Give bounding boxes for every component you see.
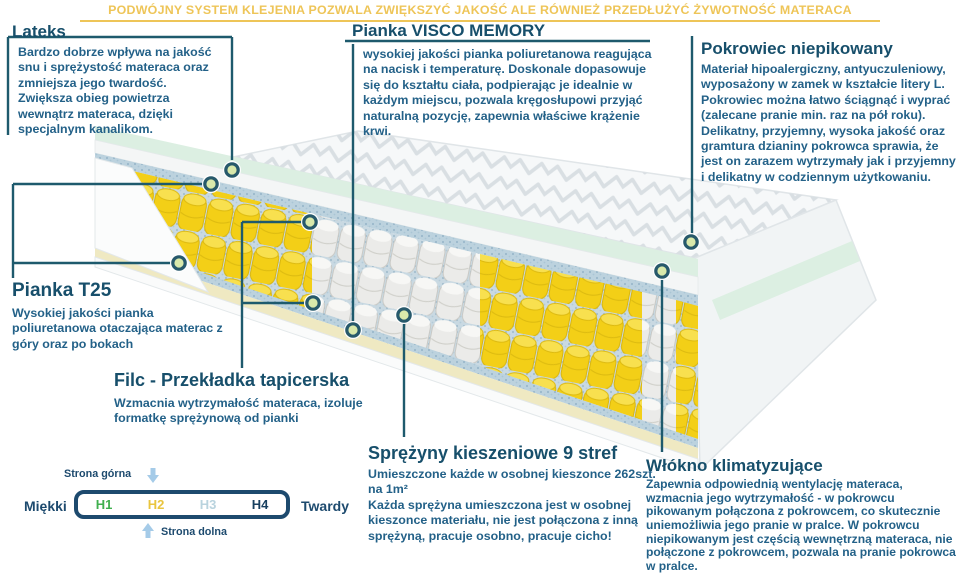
- callout-marker: [301, 213, 319, 231]
- sprezyny-body-line1: Umieszczone każde w osobnej kieszonce 262szt. na 1m²: [368, 467, 656, 497]
- pokrowiec-body: Materiał hipoalergiczny, antyuczuleniowy, wyposażony w zamek w kształcie litery L. Pokrowiec można łatwo ściągnąć i wyprać (zalecane pranie min. raz na pół roku). Delikatny, przyjemny, wysoka jakość oraz gramtura dzianiny pokrowca sprawia, że jest on zarazem wytrzymały jak i przyjemny i delikatny w codziennym użytkowaniu.: [701, 62, 956, 184]
- arrow-down-icon: [147, 468, 159, 488]
- callout-marker: [202, 175, 220, 193]
- wlokno-body: Zapewnia odpowiednią wentylację materaca, wzmacnia jego wytrzymałość - w pokrowcu pikowanym połączona z pokrowcem, co skutecznie uniemożliwia jego pranie w pralce. W pokrowcu niepikowanym jest częścią wewnętrzną materaca, nie połączone z pokrowcem, pozwala na pranie pokrowca w pralce.: [646, 477, 956, 573]
- lateks-header: Lateks: [12, 22, 66, 41]
- callout-marker: [170, 254, 188, 272]
- visco-body: wysokiej jakości pianka poliuretanowa reagująca na nacisk i temperaturę. Doskonale dopasowuje się do kształtu ciała, podpierając je idealnie w każdym miejscu, pozwala kręgosłupowi przyjąć naturalną pozycję, zapewnia właściwe krążenie krwi.: [363, 47, 652, 138]
- sprezyny-body-line2: Każda sprężyna umieszczona jest w osobnej kieszonce materiału, nie jest połączona z inną sprężyną, pracuje osobno, pracuje cicho!: [368, 497, 638, 543]
- t25-header: Pianka T25: [12, 280, 112, 301]
- hardness-h4: H4: [251, 497, 269, 512]
- hard-label: Twardy: [301, 498, 349, 514]
- hardness-h2: H2: [147, 497, 165, 512]
- soft-label: Miękki: [24, 498, 67, 514]
- page-title: PODWÓJNY SYSTEM KLEJENIA POZWALA ZWIĘKSZYĆ JAKOŚĆ ALE RÓWNIEŻ PRZEDŁUŻYĆ ŻYWOTNOŚĆ MATERACA: [80, 3, 880, 22]
- callout-marker: [223, 161, 241, 179]
- callout-marker: [344, 321, 362, 339]
- hardness-scale: [74, 490, 290, 519]
- hardness-h1: H1: [95, 497, 113, 512]
- callout-marker: [304, 294, 322, 312]
- top-side-label: Strona górna: [64, 468, 132, 480]
- wlokno-header: Włókno klimatyzujące: [646, 456, 823, 475]
- pokrowiec-header: Pokrowiec niepikowany: [701, 39, 893, 58]
- hardness-h3: H3: [199, 497, 217, 512]
- sprezyny-body: [368, 467, 668, 544]
- visco-header: Pianka VISCO MEMORY: [352, 21, 546, 40]
- callout-marker: [395, 306, 413, 324]
- t25-body: Wysokiej jakości pianka poliuretanowa otaczająca materac z góry oraz po bokach: [12, 306, 223, 351]
- filc-header: Filc - Przekładka tapicerska: [114, 370, 350, 390]
- filc-body: Wzmacnia wytrzymałość materaca, izoluje formatkę sprężynową od pianki: [114, 396, 363, 426]
- callout-marker: [653, 262, 671, 280]
- pocket-springs-white: [642, 292, 676, 432]
- sprezyny-header: Sprężyny kieszeniowe 9 stref: [368, 443, 618, 463]
- arrow-up-icon: [142, 523, 154, 543]
- pocket-springs-yellow: [676, 300, 698, 439]
- lateks-body: Bardzo dobrze wpływa na jakość snu i sprężystość materaca oraz zmniejsza jego twardość. Zwiększa obieg powietrza wewnątrz materaca, dzięki specjalnym kanalikom.: [18, 45, 212, 136]
- bottom-side-label: Strona dolna: [161, 526, 227, 538]
- callout-marker: [682, 233, 700, 251]
